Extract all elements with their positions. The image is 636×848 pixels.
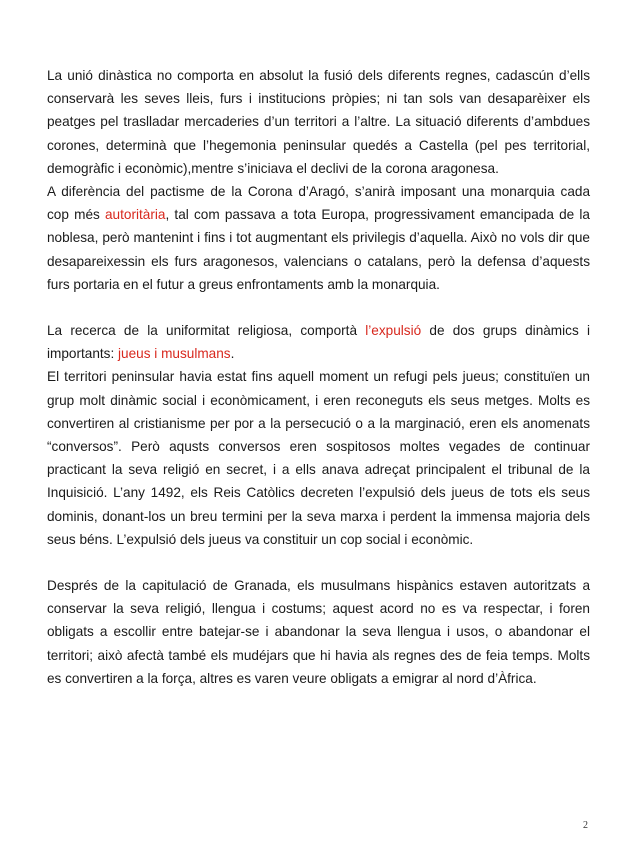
- paragraph-authoritarian-monarchy: [47, 180, 590, 296]
- paragraph-text: , tal com passava a tota Europa, progressivament emancipada de la noblesa, però mantenint i fins i tot augmentant els privilegis d’aquella. Això no vols dir que desapareixessin els furs aragonesos, valencians o catalans, però la defensa d’aquests furs portaria en el futur a greus enfrontaments amb la monarquia.: [47, 207, 590, 292]
- paragraph-spacer: [47, 296, 590, 319]
- paragraph-spacer: [47, 551, 590, 574]
- paragraph-religious-uniformity: [47, 319, 590, 365]
- highlight-authoritarian: autoritària: [105, 207, 166, 223]
- paragraph-jews-expulsion: El territori peninsular havia estat fins aquell moment un refugi pels jueus; constituïen un grup molt dinàmic social i econòmicament, i eren reconeguts els seus metges. Molts es convertiren al cristianisme per por a la persecució o a la marginació, eren els anomenats “conversos”. Però aqusts conversos eren sospitosos moltes vegades de continuar practicant la seva religió en secret, i a ells anava adreçat principalent el tribunal de la Inquisició. L’any 1492, els Reis Catòlics decreten l’expulsió dels jueus de tots els seus dominis, donant-los un breu termini per la seva marxa i perdent la immensa majoria dels seus béns. L’expulsió dels jueus va constituir un cop social i econòmic.: [47, 369, 590, 547]
- document-body: [47, 64, 590, 690]
- paragraph-dynastic-union: La unió dinàstica no comporta en absolut la fusió dels diferents regnes, cadascún d’ells conservarà les seves lleis, furs i institucions pròpies; ni tan sols van desaparèixer els peatges pel traslladar mercaderies d’un territori a l’altre. La situació diferents d’ambdues corones, determinà que l’hegemonia peninsular quedés a Castella (pel pes territorial, demogràfic i econòmic),mentre s’iniciava el declivi de la corona aragonesa.: [47, 68, 590, 176]
- paragraph-text: .: [230, 346, 235, 362]
- paragraph-text: A diferència del pactisme de la Corona d’Aragó, s’anirà imposant una monarquia cada cop més: [47, 184, 590, 223]
- highlight-expulsion: l’expulsió: [365, 323, 422, 339]
- highlight-jews-muslims: jueus i musulmans: [118, 346, 231, 362]
- paragraph-text: de dos grups dinàmics i importants:: [47, 323, 590, 362]
- paragraph-text: La recerca de la uniformitat religiosa, comportà: [47, 323, 366, 339]
- paragraph-granada-capitulation: Després de la capitulació de Granada, els musulmans hispànics estaven autoritzats a conservar la seva religió, llengua i costums; aquest acord no es va respectar, i foren obligats a escollir entre batejar-se i abandonar la seva llengua i usos, o abandonar el territori; això afectà també els mudéjars que hi havia als regnes des de feia temps. Molts es convertiren a la força, altres es varen veure obligats a emigrar al nord d’Àfrica.: [47, 578, 590, 686]
- page-number: 2: [583, 820, 588, 831]
